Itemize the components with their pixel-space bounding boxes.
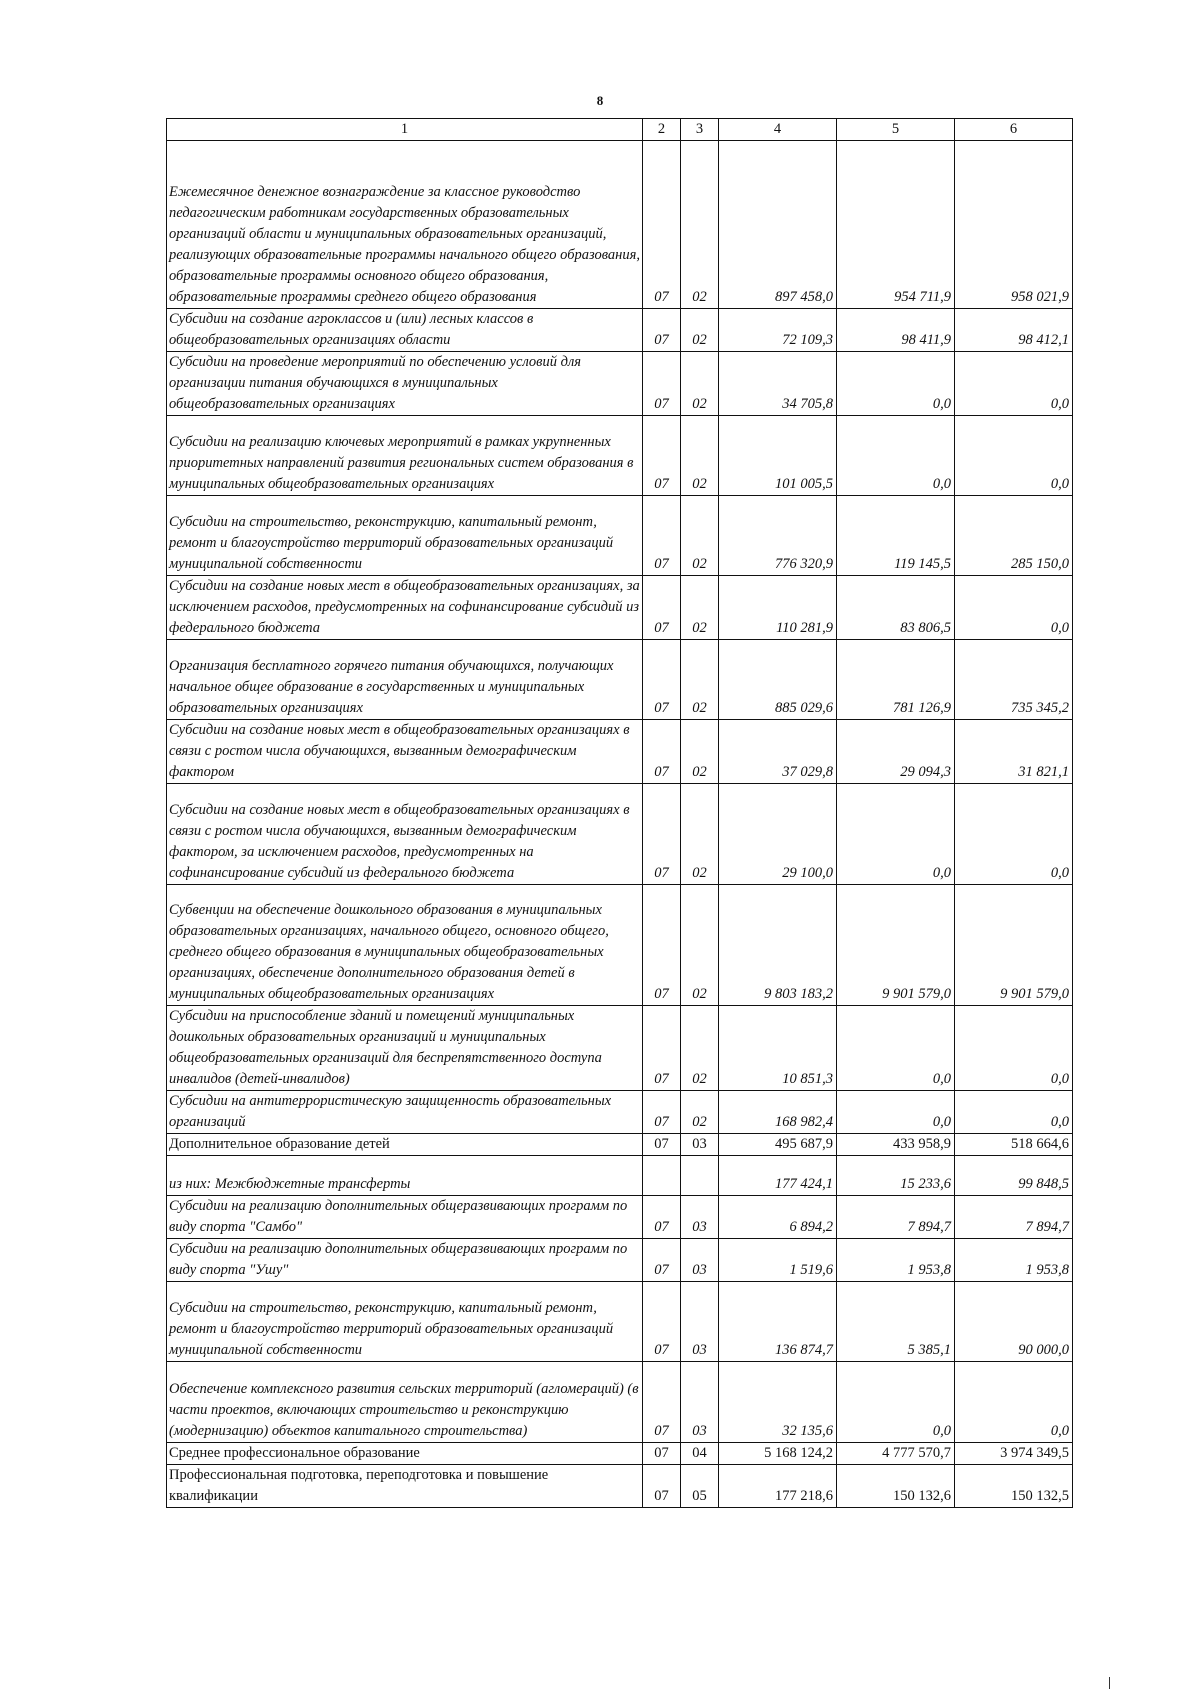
section-code: 07 bbox=[643, 1239, 681, 1282]
row-label: Ежемесячное денежное вознаграждение за классное руководство педагогическим работникам государственных образовательных организаций области и муниципальных образовательных организаций, реализующих образовательные программы начального общего образования, образовательные программы основного общего образования, образовательные программы среднего общего образования bbox=[167, 141, 643, 309]
amount-col-6: 0,0 bbox=[955, 352, 1073, 416]
row-label: Организация бесплатного горячего питания обучающихся, получающих начальное общее образование в государственных и муниципальных образовательных организациях bbox=[167, 640, 643, 720]
amount-col-5: 15 233,6 bbox=[837, 1156, 955, 1196]
section-code: 07 bbox=[643, 309, 681, 352]
header-cell: 1 bbox=[167, 119, 643, 141]
subsection-code: 03 bbox=[681, 1134, 719, 1156]
table-row bbox=[167, 352, 1073, 416]
header-cell: 2 bbox=[643, 119, 681, 141]
page-number: 8 bbox=[596, 93, 604, 108]
table-row bbox=[167, 1006, 1073, 1091]
row-label: Субсидии на создание новых мест в общеобразовательных организациях в связи с ростом числа обучающихся, вызванным демографическим фактором bbox=[167, 720, 643, 784]
section-code: 07 bbox=[643, 416, 681, 496]
amount-col-6: 99 848,5 bbox=[955, 1156, 1073, 1196]
section-code: 07 bbox=[643, 885, 681, 1006]
amount-col-5: 954 711,9 bbox=[837, 141, 955, 309]
row-label: Обеспечение комплексного развития сельских территорий (агломераций) (в части проектов, включающих строительство и реконструкцию (модернизацию) объектов капитального строительства) bbox=[167, 1362, 643, 1443]
amount-col-6: 0,0 bbox=[955, 1091, 1073, 1134]
amount-col-6: 958 021,9 bbox=[955, 141, 1073, 309]
header-cell: 6 bbox=[955, 119, 1073, 141]
budget-table-container bbox=[166, 118, 1072, 1508]
section-code: 07 bbox=[643, 1091, 681, 1134]
amount-col-4: 168 982,4 bbox=[719, 1091, 837, 1134]
table-row bbox=[167, 640, 1073, 720]
table-row bbox=[167, 309, 1073, 352]
amount-col-5: 0,0 bbox=[837, 784, 955, 885]
subsection-code: 02 bbox=[681, 576, 719, 640]
section-code bbox=[643, 1156, 681, 1196]
subsection-code: 02 bbox=[681, 784, 719, 885]
table-row bbox=[167, 885, 1073, 1006]
subsection-code: 03 bbox=[681, 1196, 719, 1239]
amount-col-5: 150 132,6 bbox=[837, 1465, 955, 1508]
amount-col-5: 0,0 bbox=[837, 1006, 955, 1091]
scan-mark bbox=[1109, 1677, 1110, 1689]
table-row bbox=[167, 141, 1073, 309]
amount-col-4: 10 851,3 bbox=[719, 1006, 837, 1091]
subsection-code: 05 bbox=[681, 1465, 719, 1508]
subsection-code: 04 bbox=[681, 1443, 719, 1465]
section-code: 07 bbox=[643, 1196, 681, 1239]
section-code: 07 bbox=[643, 640, 681, 720]
table-row bbox=[167, 1362, 1073, 1443]
table-row bbox=[167, 784, 1073, 885]
table-row bbox=[167, 1091, 1073, 1134]
table-row bbox=[167, 1134, 1073, 1156]
amount-col-4: 1 519,6 bbox=[719, 1239, 837, 1282]
header-cell: 5 bbox=[837, 119, 955, 141]
amount-col-6: 735 345,2 bbox=[955, 640, 1073, 720]
header-row bbox=[167, 119, 1073, 141]
subsection-code: 02 bbox=[681, 309, 719, 352]
row-label: Субсидии на реализацию ключевых мероприятий в рамках укрупненных приоритетных направлений развития региональных систем образования в муниципальных общеобразовательных организациях bbox=[167, 416, 643, 496]
amount-col-4: 885 029,6 bbox=[719, 640, 837, 720]
amount-col-4: 495 687,9 bbox=[719, 1134, 837, 1156]
amount-col-6: 0,0 bbox=[955, 1006, 1073, 1091]
subsection-code: 02 bbox=[681, 720, 719, 784]
amount-col-5: 0,0 bbox=[837, 416, 955, 496]
table-row bbox=[167, 1465, 1073, 1508]
subsection-code: 03 bbox=[681, 1282, 719, 1362]
header-cell: 3 bbox=[681, 119, 719, 141]
amount-col-5: 0,0 bbox=[837, 352, 955, 416]
row-label: Профессиональная подготовка, переподготовка и повышение квалификации bbox=[167, 1465, 643, 1508]
amount-col-6: 3 974 349,5 bbox=[955, 1443, 1073, 1465]
amount-col-4: 32 135,6 bbox=[719, 1362, 837, 1443]
table-row bbox=[167, 720, 1073, 784]
subsection-code: 02 bbox=[681, 640, 719, 720]
amount-col-6: 0,0 bbox=[955, 1362, 1073, 1443]
section-code: 07 bbox=[643, 1134, 681, 1156]
amount-col-6: 31 821,1 bbox=[955, 720, 1073, 784]
section-code: 07 bbox=[643, 1006, 681, 1091]
row-label: Дополнительное образование детей bbox=[167, 1134, 643, 1156]
amount-col-5: 98 411,9 bbox=[837, 309, 955, 352]
section-code: 07 bbox=[643, 1282, 681, 1362]
table-row bbox=[167, 1282, 1073, 1362]
row-label: Субсидии на строительство, реконструкцию, капитальный ремонт, ремонт и благоустройство территорий образовательных организаций муниципальной собственности bbox=[167, 1282, 643, 1362]
subsection-code: 02 bbox=[681, 352, 719, 416]
amount-col-4: 897 458,0 bbox=[719, 141, 837, 309]
row-label: Субсидии на антитеррористическую защищенность образовательных организаций bbox=[167, 1091, 643, 1134]
amount-col-5: 9 901 579,0 bbox=[837, 885, 955, 1006]
row-label: Субсидии на создание новых мест в общеобразовательных организациях в связи с ростом числа обучающихся, вызванным демографическим фактором, за исключением расходов, предусмотренных на софинансирование субсидий из федерального бюджета bbox=[167, 784, 643, 885]
amount-col-4: 110 281,9 bbox=[719, 576, 837, 640]
budget-table bbox=[166, 118, 1073, 1508]
row-label: Субсидии на реализацию дополнительных общеразвивающих программ по виду спорта "Самбо" bbox=[167, 1196, 643, 1239]
amount-col-6: 90 000,0 bbox=[955, 1282, 1073, 1362]
section-code: 07 bbox=[643, 1443, 681, 1465]
amount-col-6: 98 412,1 bbox=[955, 309, 1073, 352]
amount-col-5: 1 953,8 bbox=[837, 1239, 955, 1282]
amount-col-4: 72 109,3 bbox=[719, 309, 837, 352]
section-code: 07 bbox=[643, 720, 681, 784]
amount-col-4: 776 320,9 bbox=[719, 496, 837, 576]
row-label: Субсидии на создание новых мест в общеобразовательных организациях, за исключением расходов, предусмотренных на софинансирование субсидий из федерального бюджета bbox=[167, 576, 643, 640]
section-code: 07 bbox=[643, 141, 681, 309]
table-body bbox=[167, 141, 1073, 1508]
header-cell: 4 bbox=[719, 119, 837, 141]
amount-col-4: 5 168 124,2 bbox=[719, 1443, 837, 1465]
amount-col-6: 0,0 bbox=[955, 416, 1073, 496]
amount-col-6: 0,0 bbox=[955, 576, 1073, 640]
row-label: Субсидии на реализацию дополнительных общеразвивающих программ по виду спорта "Ушу" bbox=[167, 1239, 643, 1282]
amount-col-4: 136 874,7 bbox=[719, 1282, 837, 1362]
section-code: 07 bbox=[643, 352, 681, 416]
amount-col-5: 0,0 bbox=[837, 1091, 955, 1134]
amount-col-5: 119 145,5 bbox=[837, 496, 955, 576]
amount-col-4: 34 705,8 bbox=[719, 352, 837, 416]
row-label: Среднее профессиональное образование bbox=[167, 1443, 643, 1465]
amount-col-6: 518 664,6 bbox=[955, 1134, 1073, 1156]
table-row bbox=[167, 416, 1073, 496]
amount-col-5: 83 806,5 bbox=[837, 576, 955, 640]
table-row bbox=[167, 1239, 1073, 1282]
section-code: 07 bbox=[643, 1465, 681, 1508]
section-code: 07 bbox=[643, 576, 681, 640]
subsection-code: 02 bbox=[681, 416, 719, 496]
table-row bbox=[167, 1156, 1073, 1196]
row-label: Субсидии на строительство, реконструкцию, капитальный ремонт, ремонт и благоустройство территорий образовательных организаций муниципальной собственности bbox=[167, 496, 643, 576]
amount-col-4: 101 005,5 bbox=[719, 416, 837, 496]
amount-col-5: 781 126,9 bbox=[837, 640, 955, 720]
amount-col-5: 4 777 570,7 bbox=[837, 1443, 955, 1465]
amount-col-4: 6 894,2 bbox=[719, 1196, 837, 1239]
subsection-code: 02 bbox=[681, 1006, 719, 1091]
subsection-code: 02 bbox=[681, 885, 719, 1006]
row-label: из них: Межбюджетные трансферты bbox=[167, 1156, 643, 1196]
section-code: 07 bbox=[643, 1362, 681, 1443]
row-label: Субсидии на создание агроклассов и (или) лесных классов в общеобразовательных организациях области bbox=[167, 309, 643, 352]
amount-col-5: 0,0 bbox=[837, 1362, 955, 1443]
row-label: Субвенции на обеспечение дошкольного образования в муниципальных образовательных организациях, начального общего, основного общего, среднего общего образования в муниципальных общеобразовательных организациях, обеспечение дополнительного образования детей в муниципальных общеобразовательных организациях bbox=[167, 885, 643, 1006]
section-code: 07 bbox=[643, 496, 681, 576]
table-row bbox=[167, 1443, 1073, 1465]
amount-col-5: 7 894,7 bbox=[837, 1196, 955, 1239]
row-label: Субсидии на проведение мероприятий по обеспечению условий для организации питания обучающихся в муниципальных общеобразовательных организациях bbox=[167, 352, 643, 416]
amount-col-5: 433 958,9 bbox=[837, 1134, 955, 1156]
amount-col-4: 9 803 183,2 bbox=[719, 885, 837, 1006]
amount-col-6: 7 894,7 bbox=[955, 1196, 1073, 1239]
amount-col-6: 9 901 579,0 bbox=[955, 885, 1073, 1006]
subsection-code: 03 bbox=[681, 1239, 719, 1282]
amount-col-6: 285 150,0 bbox=[955, 496, 1073, 576]
amount-col-6: 150 132,5 bbox=[955, 1465, 1073, 1508]
amount-col-4: 29 100,0 bbox=[719, 784, 837, 885]
subsection-code bbox=[681, 1156, 719, 1196]
subsection-code: 02 bbox=[681, 141, 719, 309]
amount-col-6: 1 953,8 bbox=[955, 1239, 1073, 1282]
subsection-code: 03 bbox=[681, 1362, 719, 1443]
table-row bbox=[167, 1196, 1073, 1239]
row-label: Субсидии на приспособление зданий и помещений муниципальных дошкольных образовательных организаций и муниципальных общеобразовательных организаций для беспрепятственного доступа инвалидов (детей-инвалидов) bbox=[167, 1006, 643, 1091]
section-code: 07 bbox=[643, 784, 681, 885]
amount-col-4: 37 029,8 bbox=[719, 720, 837, 784]
subsection-code: 02 bbox=[681, 1091, 719, 1134]
table-row bbox=[167, 576, 1073, 640]
subsection-code: 02 bbox=[681, 496, 719, 576]
table-row bbox=[167, 496, 1073, 576]
amount-col-4: 177 424,1 bbox=[719, 1156, 837, 1196]
amount-col-4: 177 218,6 bbox=[719, 1465, 837, 1508]
amount-col-5: 5 385,1 bbox=[837, 1282, 955, 1362]
amount-col-6: 0,0 bbox=[955, 784, 1073, 885]
amount-col-5: 29 094,3 bbox=[837, 720, 955, 784]
